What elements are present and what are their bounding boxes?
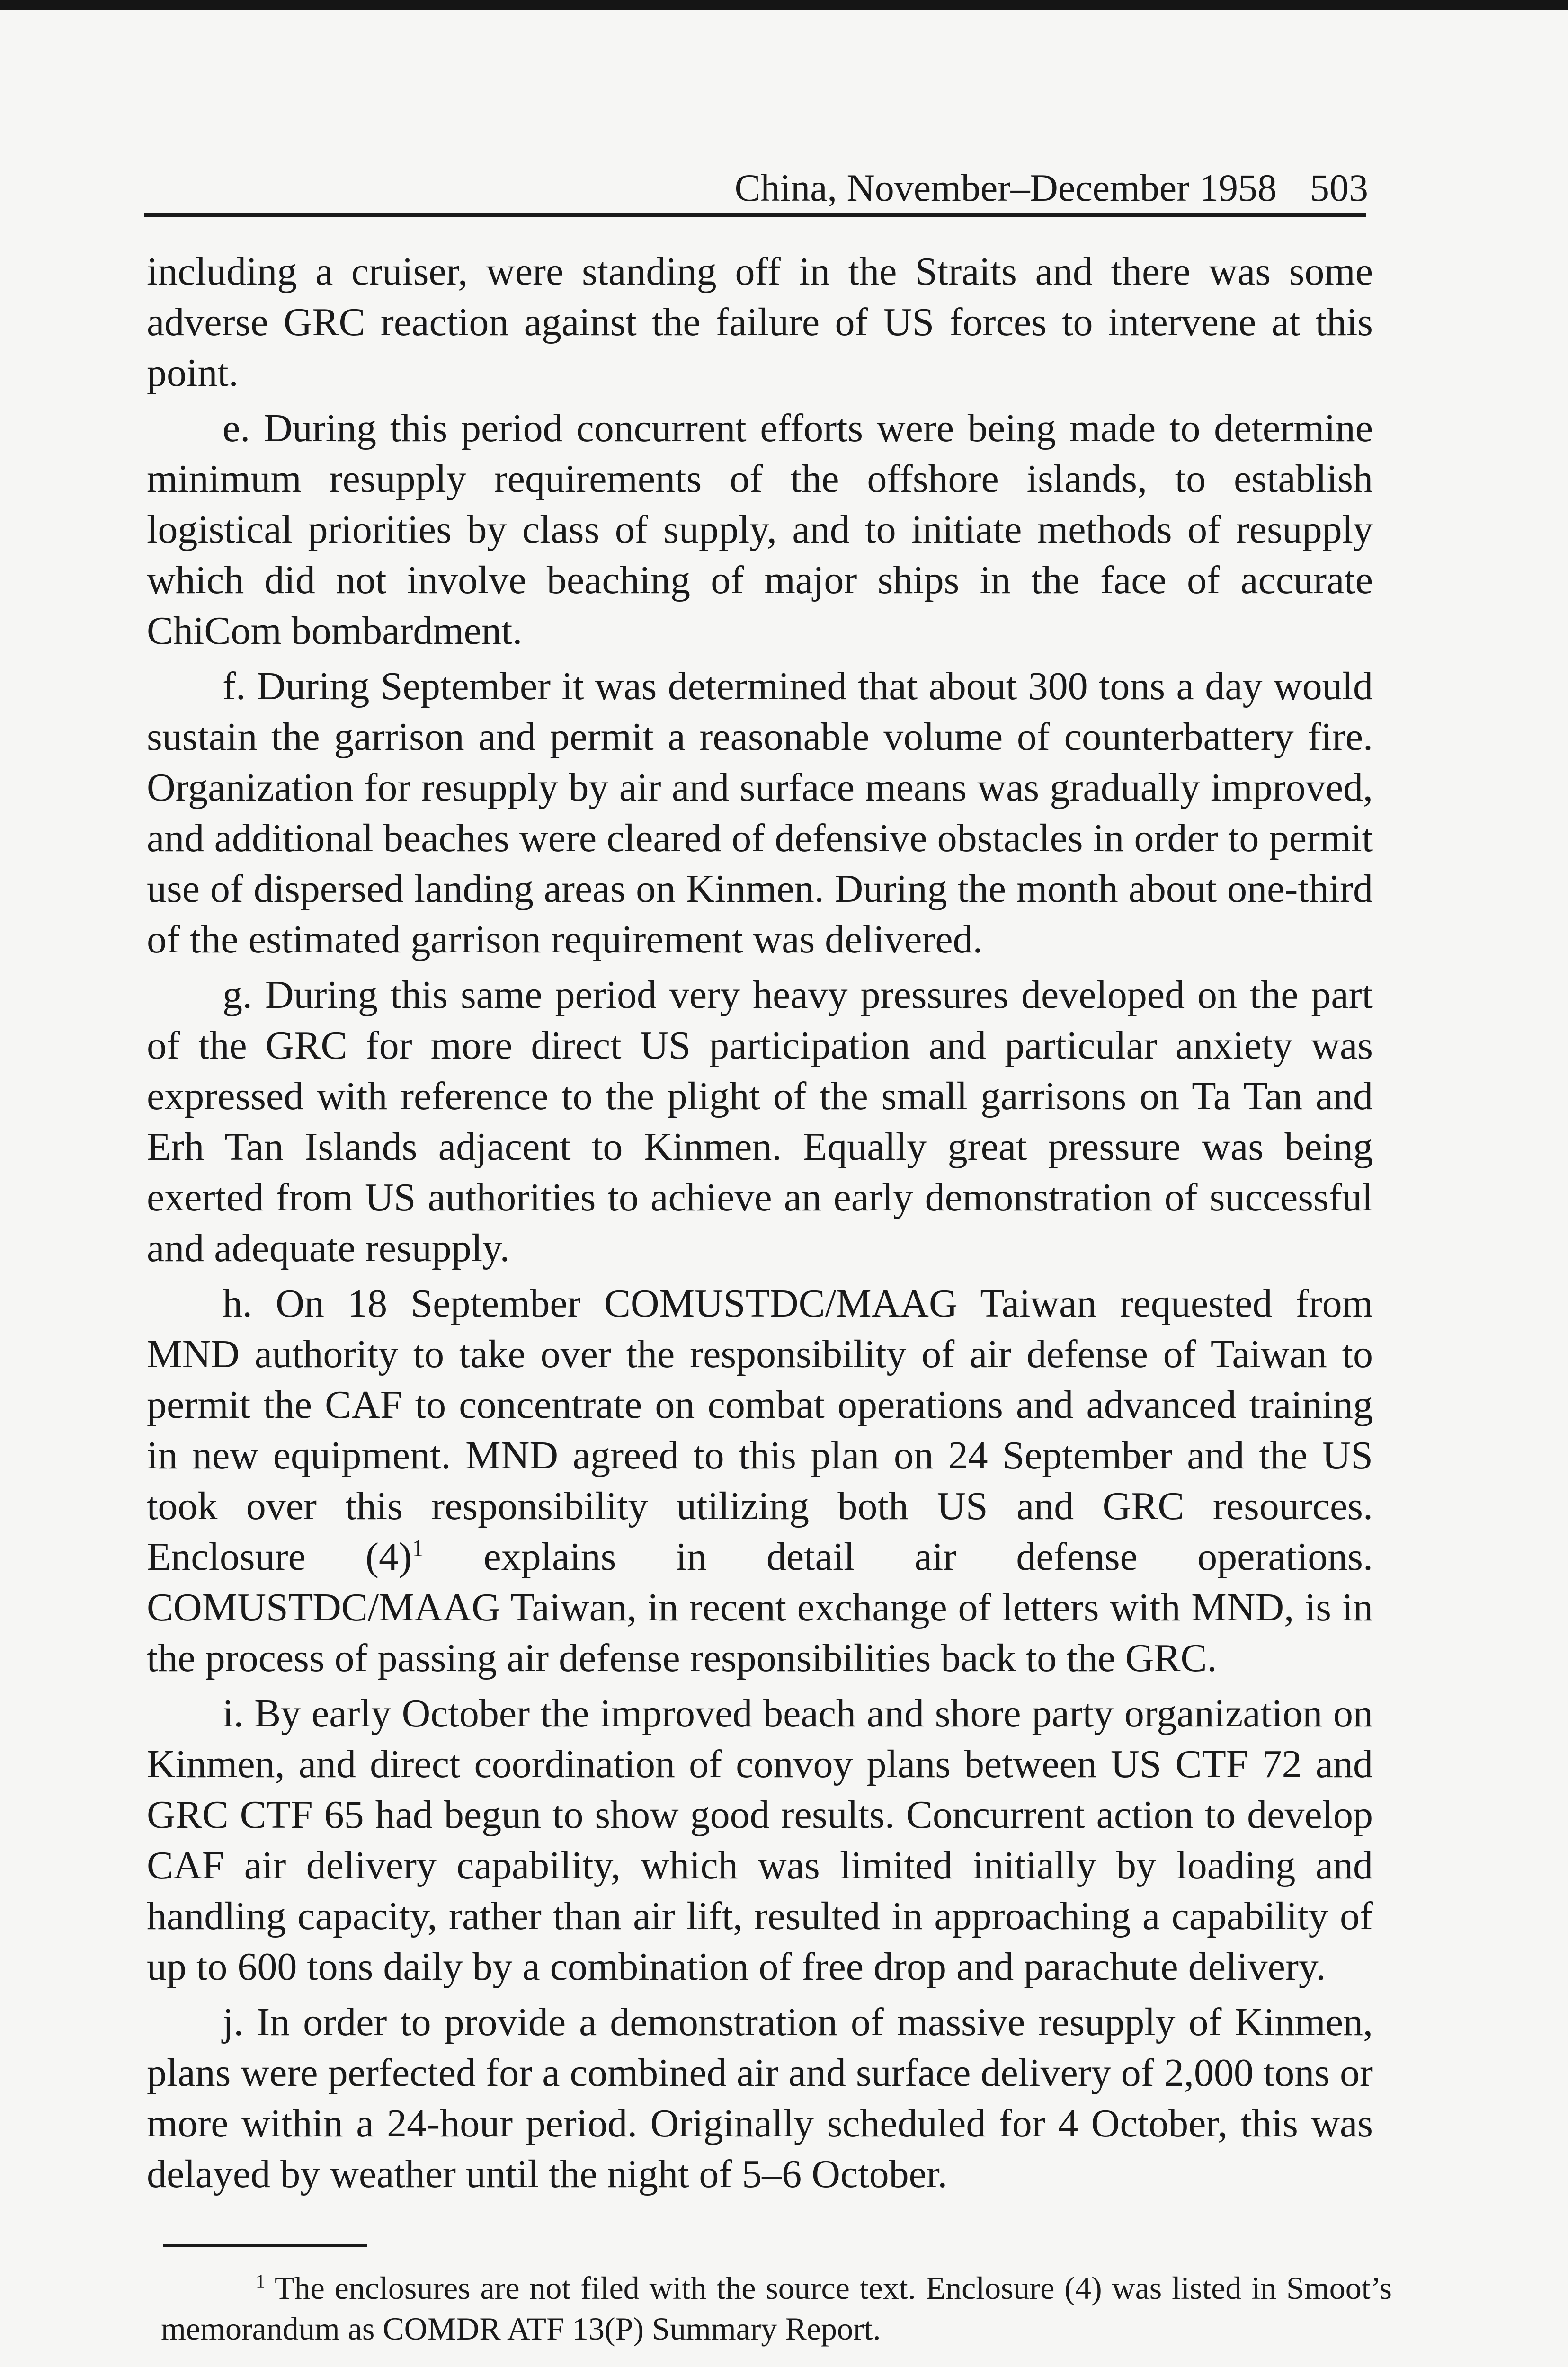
paragraph-j: j. In order to provide a demonstration of massive resupply of Kinmen, plans were perfected for a combined air and surface delivery of 2,000 tons or more within a 24-hour period. Originally scheduled for 4 October, this was delayed by weather until the night of 5–6 October. xyxy=(147,2000,1373,2196)
page-number: 503 xyxy=(1310,166,1368,209)
footnote-reference: 1 xyxy=(411,1535,424,1561)
paragraph-h xyxy=(147,1278,1373,1683)
footnote-rule xyxy=(163,2244,367,2247)
paragraph-e: e. During this period concurrent efforts were being made to determine minimum resupply requirements of the offshore islands, to establish logistical priorities by class of supply, and to initiate methods of resupply which did not involve beaching of major ships in the face of accurate ChiCom bombardment. xyxy=(147,406,1373,653)
body-text xyxy=(147,246,1373,2199)
header-rule xyxy=(144,213,1366,217)
paragraph-g: g. During this same period very heavy pressures developed on the part of the GRC for more direct US participation and particular anxiety was expressed with reference to the plight of the small garrisons on Ta Tan and Erh Tan Islands adjacent to Kinmen. Equally great pressure was being exerted from US authorities to achieve an early demonstration of successful and adequate resupply. xyxy=(147,973,1373,1270)
page-top-edge xyxy=(0,0,1568,10)
paragraph-i: i. By early October the improved beach and shore party organization on Kinmen, and direct coordination of convoy plans between US CTF 72 and GRC CTF 65 had begun to show good results. Concurrent action to develop CAF air delivery capability, which was limited initially by loading and handling capacity, rather than air lift, resulted in approaching a capability of up to 600 tons daily by a combination of free drop and parachute delivery. xyxy=(147,1691,1373,1989)
footnote xyxy=(161,2268,1392,2349)
running-head xyxy=(147,151,1368,207)
footnote-marker: 1 xyxy=(256,2270,266,2292)
paragraph-continuation: including a cruiser, were standing off in the Straits and there was some adverse GRC reaction against the failure of US forces to intervene at this point. xyxy=(147,249,1373,395)
paragraph-h-text-after: explains in detail air defense operations. COMUSTDC/MAAG Taiwan, in recent exchange of letters with MND, is in the process of passing air defense responsibilities back to the GRC. xyxy=(147,1535,1373,1680)
running-head-title: China, November–December 1958 xyxy=(734,166,1277,209)
paragraph-f: f. During September it was determined that about 300 tons a day would sustain the garrison and permit a reasonable volume of counterbattery fire. Organization for resupply by air and surface means was gradually improved, and additional beaches were cleared of defensive obstacles in order to permit use of dispersed landing areas on Kinmen. During the month about one-third of the estimated garrison requirement was delivered. xyxy=(147,664,1373,961)
footnote-text: The enclosures are not filed with the source text. Enclosure (4) was listed in Smoot’s memorandum as COMDR ATF 13(P) Summary Report. xyxy=(161,2270,1392,2347)
paragraph-h-text-before: h. On 18 September COMUSTDC/MAAG Taiwan requested from MND authority to take over the responsibility of air defense of Taiwan to permit the CAF to concentrate on combat operations and advanced training in new equipment. MND agreed to this plan on 24 September and the US took over this responsibility utilizing both US and GRC resources. Enclosure (4) xyxy=(147,1281,1373,1579)
